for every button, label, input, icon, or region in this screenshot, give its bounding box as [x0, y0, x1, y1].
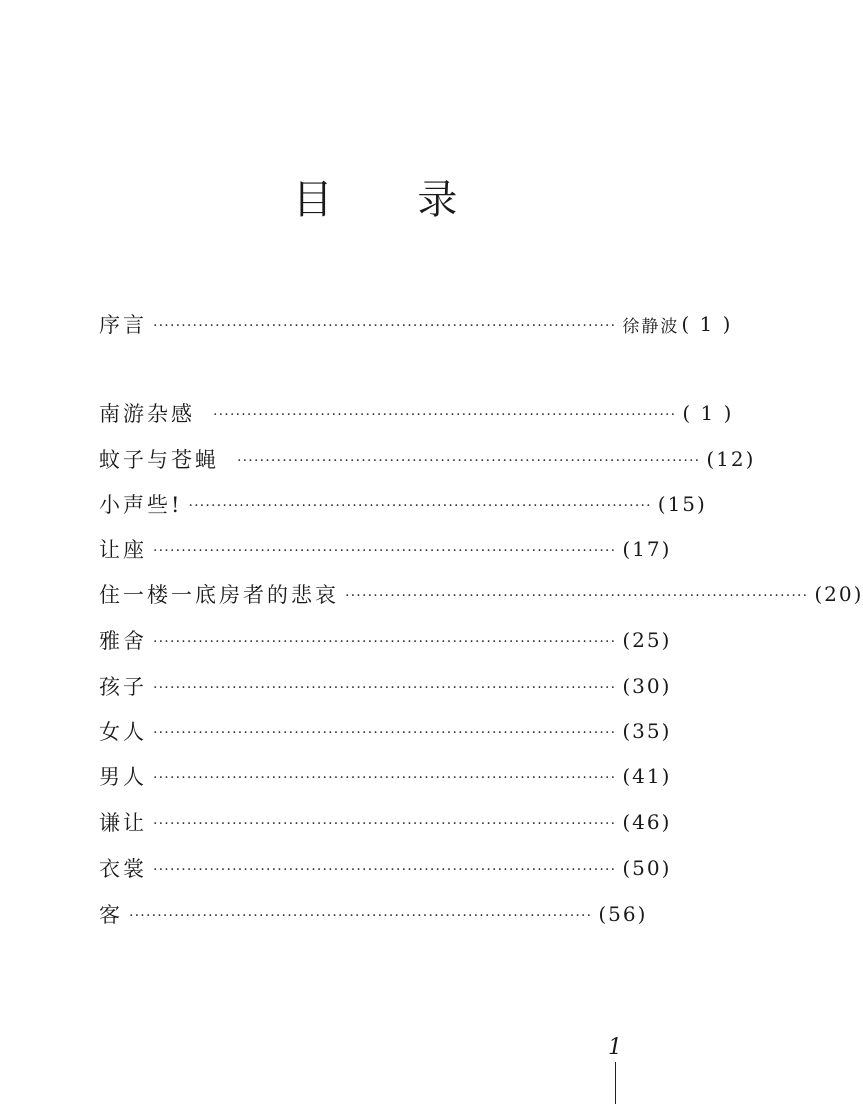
toc-entry-title: 序言	[99, 313, 147, 337]
toc-entry-title: 小声些!	[99, 493, 183, 517]
toc-entry-page: ( 1 )	[681, 312, 733, 336]
toc-entry-page: (50)	[622, 856, 672, 880]
toc-entry-title: 谦让	[99, 811, 147, 835]
toc-entry-title: 雅舍	[99, 629, 147, 653]
page-number: 1	[608, 1035, 622, 1060]
dot-leader: ··················································································	[188, 498, 652, 514]
toc-entry-author: 徐静波	[622, 316, 680, 337]
page-edge-rule	[615, 1062, 616, 1104]
toc-entry-title: 男人	[99, 765, 147, 789]
toc-entry-title: 蚊子与苍蝇	[99, 448, 219, 472]
toc-entry-page: (12)	[706, 447, 756, 471]
dot-leader: ··················································································	[153, 680, 617, 696]
dot-leader: ··················································································	[129, 908, 593, 924]
dot-leader: ··················································································	[345, 588, 809, 604]
toc-entry-title: 住一楼一底房者的悲哀	[99, 583, 339, 607]
dot-leader: ··················································································	[153, 725, 617, 741]
dot-leader: ··················································································	[213, 407, 677, 423]
toc-entry-title: 孩子	[99, 675, 147, 699]
toc-entry-title: 南游杂感	[99, 402, 195, 426]
toc-row[interactable]	[99, 624, 672, 656]
toc-row[interactable]	[99, 443, 756, 475]
toc-entry-page: ( 1 )	[682, 401, 734, 425]
toc-entry-page: (30)	[622, 674, 672, 698]
toc-entry-page: (46)	[622, 810, 672, 834]
toc-entry-page: (35)	[622, 719, 672, 743]
dot-leader: ··················································································	[153, 634, 617, 650]
toc-entry-title: 让座	[99, 538, 147, 562]
toc-row[interactable]	[99, 898, 648, 930]
toc-entry-page: (20)	[814, 582, 863, 606]
dot-leader: ··················································································	[153, 770, 617, 786]
dot-leader: ··················································································	[153, 816, 617, 832]
toc-row[interactable]	[99, 533, 672, 565]
page-title: 目 录	[292, 177, 494, 223]
toc-row[interactable]	[99, 806, 672, 838]
toc-row[interactable]	[99, 488, 707, 520]
toc-entry-page: (15)	[657, 492, 707, 516]
toc-entry-title: 衣裳	[99, 857, 147, 881]
toc-entry-title: 客	[99, 903, 123, 927]
toc-entry-page: (41)	[622, 764, 672, 788]
dot-leader: ··················································································	[237, 453, 701, 469]
toc-entry-page: (56)	[598, 902, 648, 926]
toc-row[interactable]	[99, 715, 672, 747]
toc-row[interactable]	[99, 670, 672, 702]
toc-entry-title: 女人	[99, 720, 147, 744]
dot-leader: ··················································································	[153, 862, 617, 878]
toc-row-preface[interactable]	[99, 308, 733, 340]
toc-entry-page: (17)	[622, 537, 672, 561]
dot-leader: ··················································································	[153, 318, 617, 334]
dot-leader: ··················································································	[153, 543, 617, 559]
toc-row[interactable]	[99, 578, 863, 610]
toc-row[interactable]	[99, 397, 734, 429]
toc-row[interactable]	[99, 760, 672, 792]
toc-row[interactable]	[99, 852, 672, 884]
toc-entry-page: (25)	[622, 628, 672, 652]
